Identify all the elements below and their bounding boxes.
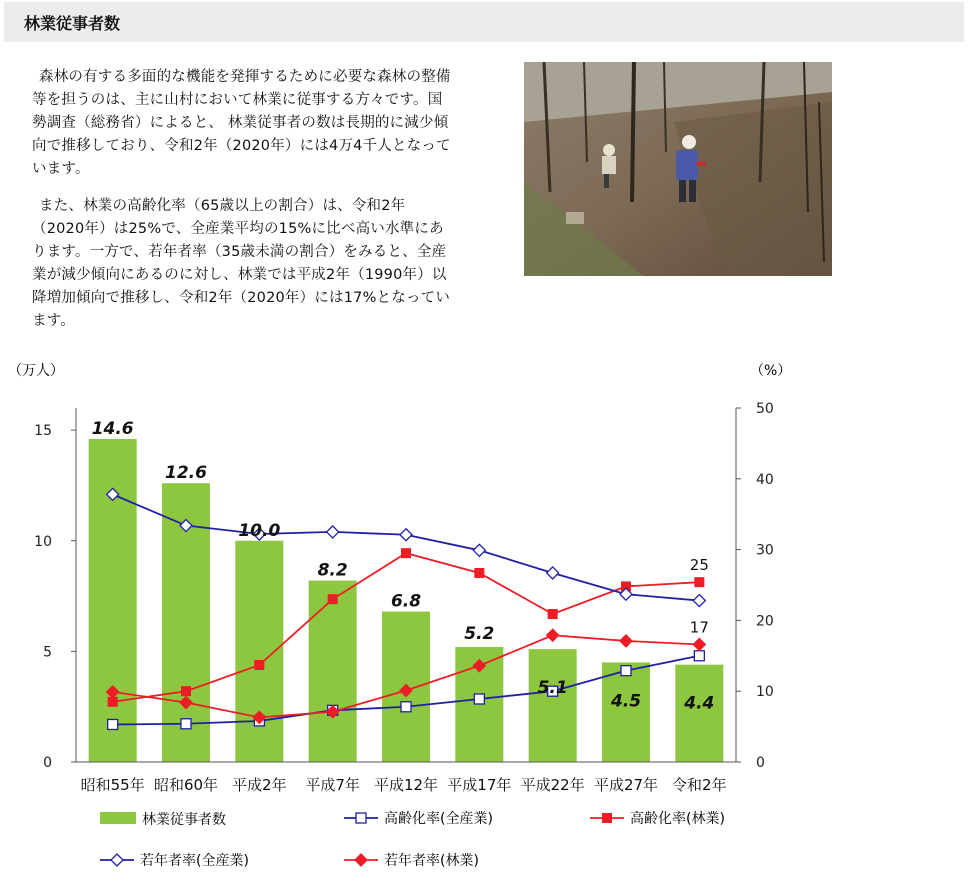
annotation-0: 25	[689, 556, 709, 575]
legend-swatch-0	[100, 812, 136, 824]
annotation-1: 17	[689, 618, 709, 637]
series-3-point-7	[620, 635, 632, 647]
right-tick-label-5: 50	[756, 401, 774, 417]
series-1-point-2	[254, 660, 264, 670]
series-1-point-1	[181, 686, 191, 696]
legend-marker-1	[356, 813, 366, 823]
series-1-point-8	[694, 577, 704, 587]
right-tick-label-4: 40	[756, 471, 774, 488]
bar-value-label-2: 10.0	[238, 520, 281, 541]
right-tick-label-0: 0	[756, 755, 765, 771]
bar-value-label-1: 12.6	[165, 463, 207, 484]
bar-2	[235, 541, 283, 762]
left-tick-label-0: 0	[43, 755, 52, 771]
series-0-point-5	[474, 694, 484, 704]
category-label-5: 平成17年	[447, 776, 512, 794]
series-0-point-0	[108, 719, 118, 729]
series-3-point-8	[693, 638, 705, 650]
series-2-point-4	[400, 529, 412, 541]
series-1-point-5	[474, 568, 484, 578]
bar-value-label-8: 4.4	[684, 693, 715, 714]
series-1-point-4	[401, 548, 411, 558]
bar-value-label-7: 4.5	[610, 691, 642, 712]
legend-label-0: 林業従事者数	[142, 812, 226, 828]
bar-7	[602, 662, 650, 762]
intro-text	[32, 66, 452, 347]
left-tick-label-3: 15	[34, 423, 52, 440]
section-title: 林業従事者数	[24, 14, 121, 33]
category-label-1: 昭和60年	[153, 776, 219, 794]
bar-value-label-3: 8.2	[317, 560, 348, 581]
series-0-point-1	[181, 719, 191, 729]
category-label-6: 平成22年	[520, 776, 585, 794]
series-2-point-6	[547, 567, 559, 579]
right-axis-unit: （%）	[750, 363, 792, 379]
intro-paragraph-2: また、林業の高齢化率（65歳以上の割合）は、令和2年（2020年）は25%で、全産業平均の15%に比べ高い水準にあります。一方で、若年者率（35歳未満の割合）をみると、全産業が減少傾向にあるのに対し、林業では平成2年（1990年）以降増加傾向で推移し、令和2年（2020年）には17%となっています。	[32, 198, 451, 329]
legend-label-3: 若年者率(全産業)	[140, 853, 249, 869]
forestry-workers-chart	[0, 363, 969, 883]
series-1-point-6	[548, 609, 558, 619]
forest-workers-photo	[524, 62, 832, 276]
left-axis-unit: （万人）	[8, 363, 64, 379]
bar-value-label-4: 6.8	[390, 591, 422, 612]
legend-marker-4	[355, 854, 367, 866]
bar-value-label-6: 5.1	[537, 678, 568, 699]
bar-value-label-5: 5.2	[464, 623, 495, 644]
category-label-0: 昭和55年	[80, 776, 145, 794]
category-label-8: 令和2年	[672, 776, 727, 794]
right-tick-label-1: 10	[756, 684, 774, 701]
left-tick-label-2: 10	[34, 533, 52, 550]
left-tick-label-1: 5	[43, 644, 52, 661]
category-label-2: 平成2年	[232, 776, 287, 794]
series-0-point-4	[401, 702, 411, 712]
series-2-point-3	[327, 526, 339, 538]
series-0-point-7	[621, 666, 631, 676]
series-0-point-8	[694, 651, 704, 661]
bar-0	[89, 439, 137, 762]
right-tick-label-2: 20	[756, 613, 774, 630]
legend-marker-2	[602, 813, 612, 823]
series-2-point-8	[693, 595, 705, 607]
right-tick-label-3: 30	[756, 542, 774, 559]
legend-marker-3	[111, 854, 123, 866]
legend-label-1: 高齢化率(全産業)	[384, 811, 493, 827]
series-2-point-5	[473, 544, 485, 556]
legend-label-4: 若年者率(林業)	[384, 853, 479, 869]
series-3-point-6	[547, 629, 559, 641]
section-header	[4, 2, 964, 42]
category-label-4: 平成12年	[373, 776, 439, 794]
legend-label-2: 高齢化率(林業)	[630, 811, 725, 827]
bar-3	[309, 581, 357, 762]
category-label-3: 平成7年	[305, 776, 360, 794]
intro-paragraph-1: 森林の有する多面的な機能を発揮するために必要な森林の整備等を担うのは、主に山村において林業に従事する方々です。国勢調査（総務省）によると、 林業従事者の数は長期的に減少傾向で推移しており、令和2年（2020年）には4万4千人となっています。	[32, 69, 451, 177]
bar-6	[529, 649, 577, 762]
bar-value-label-0: 14.6	[91, 418, 134, 439]
series-1-point-3	[328, 594, 338, 604]
category-label-7: 平成27年	[593, 776, 659, 794]
